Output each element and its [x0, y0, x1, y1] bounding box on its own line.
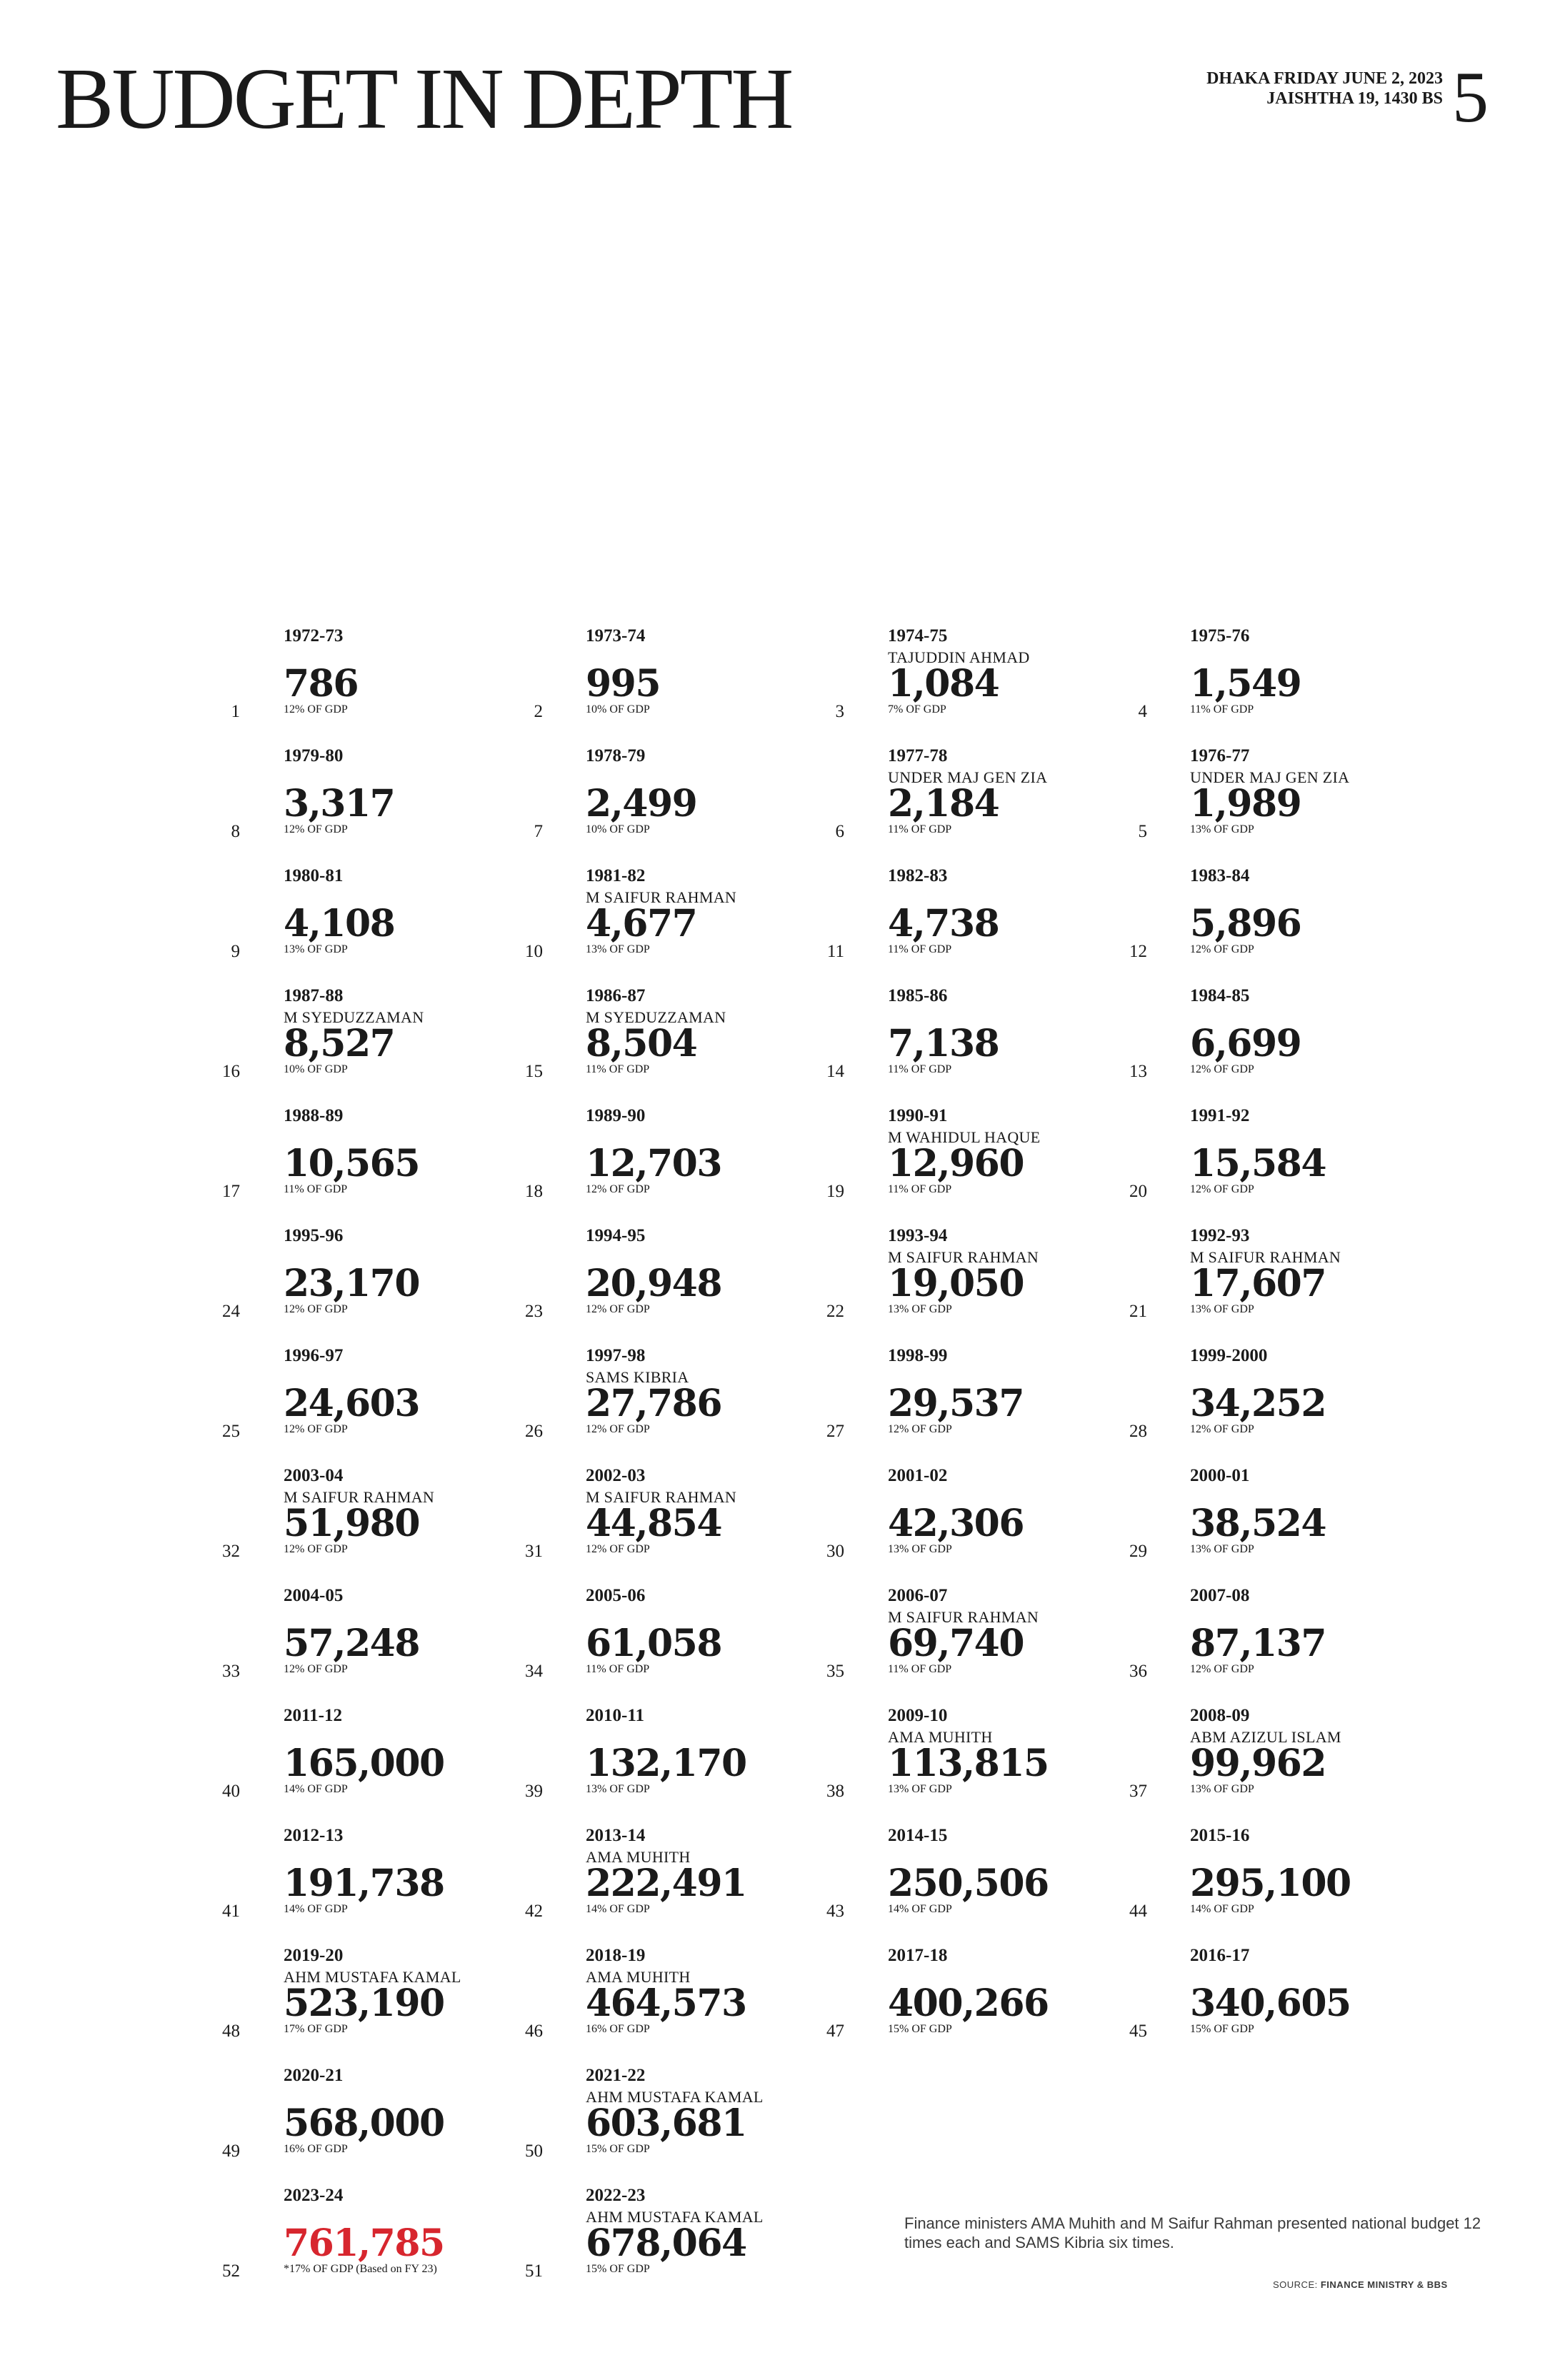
fiscal-year: 1987-88 [284, 986, 344, 1005]
budget-entry [586, 1945, 821, 2065]
gdp-share: 13% OF GDP [1190, 1543, 1254, 1555]
budget-rank: 6 [835, 822, 844, 841]
budget-entry [284, 1705, 519, 1825]
gdp-share: 13% OF GDP [284, 943, 348, 955]
budget-entry [1190, 1225, 1426, 1345]
budget-amount: 17,607 [1190, 1262, 1326, 1305]
gdp-share: 17% OF GDP [284, 2023, 348, 2035]
budget-entry [1190, 1825, 1426, 1945]
budget-amount: 4,677 [586, 902, 697, 945]
budget-amount: 464,573 [586, 1982, 746, 2025]
budget-entry [284, 626, 519, 745]
gdp-share: 13% OF GDP [888, 1543, 952, 1555]
budget-rank: 44 [1129, 1902, 1147, 1921]
gdp-share: 13% OF GDP [1190, 1303, 1254, 1315]
gdp-share: 16% OF GDP [586, 2023, 650, 2035]
gdp-share: 13% OF GDP [888, 1783, 952, 1795]
fiscal-year: 2013-14 [586, 1826, 646, 1845]
budget-rank: 46 [525, 2022, 543, 2041]
budget-rank: 43 [826, 1902, 844, 1921]
finance-minister: M WAHIDUL HAQUE [888, 1128, 1041, 1146]
budget-rank: 45 [1129, 2022, 1147, 2041]
budget-rank: 49 [222, 2142, 240, 2161]
fiscal-year: 1974-75 [888, 626, 948, 646]
finance-minister: AHM MUSTAFA KAMAL [586, 2208, 764, 2226]
date-line-2: JAISHTHA 19, 1430 BS [1266, 89, 1443, 108]
budget-entry [586, 1705, 821, 1825]
gdp-share: 12% OF GDP [586, 1543, 650, 1555]
budget-entry [1190, 745, 1426, 865]
finance-minister: ABM AZIZUL ISLAM [1190, 1728, 1341, 1746]
budget-amount: 51,980 [284, 1502, 420, 1545]
gdp-share: 11% OF GDP [284, 1183, 348, 1195]
budget-rank: 34 [525, 1662, 543, 1681]
finance-minister: M SAIFUR RAHMAN [1190, 1248, 1341, 1266]
budget-entry [586, 1345, 821, 1465]
fiscal-year: 2009-10 [888, 1706, 948, 1725]
fiscal-year: 2010-11 [586, 1706, 644, 1725]
gdp-share: 12% OF GDP [1190, 943, 1254, 955]
budget-rank: 27 [826, 1422, 844, 1441]
budget-entry [888, 865, 1124, 985]
budget-amount: 523,190 [284, 1982, 444, 2025]
budget-entry [284, 1465, 519, 1585]
gdp-share: 12% OF GDP [1190, 1063, 1254, 1075]
budget-amount: 20,948 [586, 1262, 722, 1305]
gdp-share: 12% OF GDP [284, 1543, 348, 1555]
fiscal-year: 2008-09 [1190, 1706, 1250, 1725]
budget-amount: 12,960 [888, 1142, 1024, 1185]
fiscal-year: 1990-91 [888, 1106, 948, 1125]
budget-amount: 761,785 [284, 2221, 444, 2265]
budget-entry [284, 2065, 519, 2185]
budget-rank: 37 [1129, 1782, 1147, 1801]
budget-entry [284, 985, 519, 1105]
budget-rank: 35 [826, 1662, 844, 1681]
gdp-share: 11% OF GDP [586, 1663, 650, 1675]
budget-entry [1190, 1465, 1426, 1585]
budget-entry [586, 626, 821, 745]
budget-entry [586, 985, 821, 1105]
budget-rank: 12 [1129, 942, 1147, 961]
finance-minister: AHM MUSTAFA KAMAL [586, 2088, 764, 2106]
finance-minister: AHM MUSTAFA KAMAL [284, 1968, 461, 1986]
budget-amount: 61,058 [586, 1622, 722, 1665]
budget-amount: 250,506 [888, 1862, 1049, 1905]
budget-entry [586, 1465, 821, 1585]
gdp-share: 13% OF GDP [1190, 1783, 1254, 1795]
budget-entry [284, 745, 519, 865]
budget-amount: 8,504 [586, 1022, 697, 1065]
budget-entry [888, 1225, 1124, 1345]
fiscal-year: 2011-12 [284, 1706, 342, 1725]
fiscal-year: 1997-98 [586, 1346, 646, 1365]
budget-entry [888, 985, 1124, 1105]
budget-amount: 191,738 [284, 1862, 444, 1905]
fiscal-year: 1996-97 [284, 1346, 344, 1365]
budget-rank: 8 [231, 822, 240, 841]
fiscal-year: 2018-19 [586, 1946, 646, 1965]
fiscal-year: 2006-07 [888, 1586, 948, 1605]
gdp-share: 16% OF GDP [284, 2143, 348, 2155]
budget-entry [586, 2065, 821, 2185]
budget-amount: 38,524 [1190, 1502, 1326, 1545]
fiscal-year: 1993-94 [888, 1226, 948, 1245]
budget-amount: 44,854 [586, 1502, 722, 1545]
budget-rank: 36 [1129, 1662, 1147, 1681]
fiscal-year: 1988-89 [284, 1106, 344, 1125]
budget-amount: 786 [284, 662, 359, 706]
fiscal-year: 1985-86 [888, 986, 948, 1005]
finance-minister: TAJUDDIN AHMAD [888, 648, 1030, 666]
budget-entry [284, 2185, 519, 2305]
budget-amount: 42,306 [888, 1502, 1024, 1545]
budget-amount: 29,537 [888, 1382, 1024, 1425]
budget-amount: 69,740 [888, 1622, 1024, 1665]
gdp-share: 12% OF GDP [1190, 1423, 1254, 1435]
gdp-share: 12% OF GDP [284, 1303, 348, 1315]
finance-minister: M SYEDUZZAMAN [284, 1008, 424, 1026]
finance-minister: M SAIFUR RAHMAN [888, 1248, 1039, 1266]
gdp-share: 15% OF GDP [586, 2143, 650, 2155]
budget-amount: 113,815 [888, 1742, 1049, 1785]
budget-amount: 678,064 [586, 2221, 746, 2265]
fiscal-year: 1992-93 [1190, 1226, 1250, 1245]
fiscal-year: 2016-17 [1190, 1946, 1250, 1965]
finance-minister: AMA MUHITH [586, 1968, 691, 1986]
fiscal-year: 1979-80 [284, 746, 344, 765]
gdp-share: 15% OF GDP [586, 2263, 650, 2275]
budget-amount: 995 [586, 662, 661, 706]
budget-amount: 222,491 [586, 1862, 746, 1905]
budget-rank: 28 [1129, 1422, 1147, 1441]
budget-entry [888, 1945, 1124, 2065]
budget-rank: 51 [525, 2261, 543, 2281]
budget-amount: 10,565 [284, 1142, 420, 1185]
budget-rank: 16 [222, 1062, 240, 1081]
budget-rank: 13 [1129, 1062, 1147, 1081]
gdp-share: 13% OF GDP [1190, 823, 1254, 835]
gdp-share: 11% OF GDP [888, 1663, 952, 1675]
gdp-share: 14% OF GDP [1190, 1903, 1254, 1915]
gdp-share: 12% OF GDP [284, 823, 348, 835]
budget-entry [1190, 985, 1426, 1105]
budget-rank: 31 [525, 1542, 543, 1561]
budget-entry [284, 1945, 519, 2065]
budget-entry [1190, 1945, 1426, 2065]
budget-amount: 2,499 [586, 782, 697, 825]
gdp-share: 13% OF GDP [586, 943, 650, 955]
gdp-share: 12% OF GDP [586, 1183, 650, 1195]
fiscal-year: 2023-24 [284, 2186, 344, 2205]
fiscal-year: 1998-99 [888, 1346, 948, 1365]
budget-rank: 10 [525, 942, 543, 961]
budget-amount: 295,100 [1190, 1862, 1351, 1905]
gdp-share: 15% OF GDP [888, 2023, 952, 2035]
fiscal-year: 2017-18 [888, 1946, 948, 1965]
budget-rank: 11 [826, 942, 844, 961]
finance-minister: UNDER MAJ GEN ZIA [888, 768, 1048, 786]
finance-minister: M SAIFUR RAHMAN [284, 1488, 435, 1506]
gdp-share: 12% OF GDP [284, 1423, 348, 1435]
budget-rank: 22 [826, 1302, 844, 1321]
budget-entry [586, 1225, 821, 1345]
budget-rank: 14 [826, 1062, 844, 1081]
budget-entry [888, 1465, 1124, 1585]
budget-amount: 19,050 [888, 1262, 1024, 1305]
budget-rank: 20 [1129, 1182, 1147, 1201]
gdp-share: 11% OF GDP [888, 823, 952, 835]
gdp-share: 15% OF GDP [1190, 2023, 1254, 2035]
budget-amount: 568,000 [284, 2102, 444, 2145]
budget-amount: 23,170 [284, 1262, 420, 1305]
fiscal-year: 2020-21 [284, 2066, 344, 2085]
budget-entry [888, 1345, 1124, 1465]
budget-entry [284, 1585, 519, 1705]
budget-rank: 17 [222, 1182, 240, 1201]
gdp-share: 13% OF GDP [586, 1783, 650, 1795]
budget-rank: 15 [525, 1062, 543, 1081]
fiscal-year: 1977-78 [888, 746, 948, 765]
budget-entry [888, 1105, 1124, 1225]
budget-amount: 5,896 [1190, 902, 1301, 945]
budget-rank: 7 [534, 822, 543, 841]
page-title: BUDGET IN DEPTH [56, 51, 792, 147]
fiscal-year: 2001-02 [888, 1466, 948, 1485]
gdp-share: 14% OF GDP [284, 1783, 348, 1795]
fiscal-year: 2021-22 [586, 2066, 646, 2085]
budget-amount: 57,248 [284, 1622, 420, 1665]
budget-amount: 2,184 [888, 782, 999, 825]
budget-rank: 42 [525, 1902, 543, 1921]
budget-amount: 1,084 [888, 662, 999, 706]
gdp-share: 13% OF GDP [888, 1303, 952, 1315]
fiscal-year: 1995-96 [284, 1226, 344, 1245]
budget-rank: 26 [525, 1422, 543, 1441]
fiscal-year: 1982-83 [888, 866, 948, 885]
finance-minister: M SAIFUR RAHMAN [888, 1608, 1039, 1626]
budget-rank: 52 [222, 2261, 240, 2281]
gdp-share: 10% OF GDP [586, 823, 650, 835]
budget-rank: 2 [534, 702, 543, 721]
budget-amount: 165,000 [284, 1742, 444, 1785]
budget-amount: 27,786 [586, 1382, 722, 1425]
gdp-share: 14% OF GDP [586, 1903, 650, 1915]
budget-rank: 18 [525, 1182, 543, 1201]
finance-minister: M SAIFUR RAHMAN [586, 1488, 737, 1506]
budget-rank: 5 [1138, 822, 1147, 841]
fiscal-year: 1976-77 [1190, 746, 1250, 765]
gdp-share: 14% OF GDP [888, 1903, 952, 1915]
gdp-share: 11% OF GDP [586, 1063, 650, 1075]
fiscal-year: 1989-90 [586, 1106, 646, 1125]
gdp-share: 11% OF GDP [888, 1183, 952, 1195]
footnote: Finance ministers AMA Muhith and M Saifur Rahman presented national budget 12 times each and SAMS Kibria six times. [904, 2214, 1481, 2251]
budget-rank: 1 [231, 702, 240, 721]
budget-rank: 29 [1129, 1542, 1147, 1561]
budget-rank: 24 [222, 1302, 240, 1321]
budget-amount: 4,738 [888, 902, 999, 945]
fiscal-year: 1973-74 [586, 626, 646, 646]
budget-rank: 40 [222, 1782, 240, 1801]
budget-amount: 99,962 [1190, 1742, 1326, 1785]
budget-rank: 50 [525, 2142, 543, 2161]
fiscal-year: 2007-08 [1190, 1586, 1250, 1605]
source-value: FINANCE MINISTRY & BBS [1320, 2279, 1448, 2290]
budget-rank: 9 [231, 942, 240, 961]
finance-minister: AMA MUHITH [888, 1728, 993, 1746]
budget-entry [1190, 1585, 1426, 1705]
budget-amount: 34,252 [1190, 1382, 1326, 1425]
fiscal-year: 1972-73 [284, 626, 344, 646]
fiscal-year: 2005-06 [586, 1586, 646, 1605]
budget-entry [586, 2185, 821, 2305]
budget-entry [888, 1585, 1124, 1705]
gdp-share: 7% OF GDP [888, 703, 946, 715]
budget-rank: 21 [1129, 1302, 1147, 1321]
fiscal-year: 2004-05 [284, 1586, 344, 1605]
finance-minister: M SAIFUR RAHMAN [586, 888, 737, 906]
budget-entry [586, 1105, 821, 1225]
budget-amount: 12,703 [586, 1142, 722, 1185]
budget-amount: 15,584 [1190, 1142, 1326, 1185]
budget-entry [1190, 1345, 1426, 1465]
fiscal-year: 2019-20 [284, 1946, 344, 1965]
budget-rank: 48 [222, 2022, 240, 2041]
budget-entry [284, 865, 519, 985]
budget-amount: 400,266 [888, 1982, 1049, 2025]
fiscal-year: 1984-85 [1190, 986, 1250, 1005]
budget-entry [284, 1345, 519, 1465]
budget-entry [1190, 865, 1426, 985]
finance-minister: UNDER MAJ GEN ZIA [1190, 768, 1350, 786]
budget-rank: 30 [826, 1542, 844, 1561]
budget-rank: 23 [525, 1302, 543, 1321]
budget-amount: 4,108 [284, 902, 395, 945]
source-credit [1273, 2279, 1448, 2290]
fiscal-year: 2003-04 [284, 1466, 344, 1485]
budget-rank: 38 [826, 1782, 844, 1801]
budget-amount: 87,137 [1190, 1622, 1326, 1665]
finance-minister: AMA MUHITH [586, 1848, 691, 1866]
date-line-1: DHAKA FRIDAY JUNE 2, 2023 [1206, 69, 1443, 88]
budget-entry [1190, 626, 1426, 745]
budget-entry [888, 1825, 1124, 1945]
budget-amount: 603,681 [586, 2102, 746, 2145]
budget-entry [1190, 1105, 1426, 1225]
budget-entry [586, 745, 821, 865]
budget-entry [284, 1825, 519, 1945]
budget-amount: 6,699 [1190, 1022, 1301, 1065]
budget-entry [586, 1585, 821, 1705]
fiscal-year: 2014-15 [888, 1826, 948, 1845]
fiscal-year: 1978-79 [586, 746, 646, 765]
budget-entry [888, 1705, 1124, 1825]
gdp-share: 12% OF GDP [284, 703, 348, 715]
budget-rank: 32 [222, 1542, 240, 1561]
fiscal-year: 1983-84 [1190, 866, 1250, 885]
gdp-share: 12% OF GDP [1190, 1183, 1254, 1195]
fiscal-year: 2015-16 [1190, 1826, 1250, 1845]
budget-rank: 3 [835, 702, 844, 721]
gdp-share: *17% OF GDP (Based on FY 23) [284, 2263, 437, 2275]
budget-entry [1190, 1705, 1426, 1825]
budget-entry [586, 865, 821, 985]
budget-amount: 3,317 [284, 782, 395, 825]
fiscal-year: 2022-23 [586, 2186, 646, 2205]
budget-rank: 33 [222, 1662, 240, 1681]
fiscal-year: 1999-2000 [1190, 1346, 1268, 1365]
gdp-share: 12% OF GDP [586, 1303, 650, 1315]
page-number: 5 [1452, 57, 1489, 138]
budget-amount: 340,605 [1190, 1982, 1351, 2025]
budget-rank: 25 [222, 1422, 240, 1441]
budget-entry [888, 626, 1124, 745]
fiscal-year: 1991-92 [1190, 1106, 1250, 1125]
finance-minister: SAMS KIBRIA [586, 1368, 689, 1386]
budget-rank: 39 [525, 1782, 543, 1801]
gdp-share: 10% OF GDP [284, 1063, 348, 1075]
gdp-share: 11% OF GDP [888, 1063, 952, 1075]
budget-amount: 1,549 [1190, 662, 1301, 706]
budget-rank: 47 [826, 2022, 844, 2041]
gdp-share: 12% OF GDP [1190, 1663, 1254, 1675]
budget-amount: 8,527 [284, 1022, 395, 1065]
gdp-share: 12% OF GDP [888, 1423, 952, 1435]
budget-entry [284, 1105, 519, 1225]
fiscal-year: 1986-87 [586, 986, 646, 1005]
fiscal-year: 2002-03 [586, 1466, 646, 1485]
fiscal-year: 1981-82 [586, 866, 646, 885]
gdp-share: 12% OF GDP [586, 1423, 650, 1435]
gdp-share: 14% OF GDP [284, 1903, 348, 1915]
budget-amount: 7,138 [888, 1022, 999, 1065]
dateline [1206, 69, 1443, 109]
budget-amount: 1,989 [1190, 782, 1301, 825]
finance-minister: M SYEDUZZAMAN [586, 1008, 726, 1026]
budget-entry [284, 1225, 519, 1345]
source-label: SOURCE: [1273, 2279, 1318, 2290]
fiscal-year: 1980-81 [284, 866, 344, 885]
gdp-share: 10% OF GDP [586, 703, 650, 715]
budget-amount: 132,170 [586, 1742, 746, 1785]
budget-rank: 4 [1138, 702, 1147, 721]
gdp-share: 11% OF GDP [1190, 703, 1254, 715]
gdp-share: 11% OF GDP [888, 943, 952, 955]
budget-rank: 19 [826, 1182, 844, 1201]
budget-rank: 41 [222, 1902, 240, 1921]
fiscal-year: 2000-01 [1190, 1466, 1250, 1485]
gdp-share: 12% OF GDP [284, 1663, 348, 1675]
budget-entry [586, 1825, 821, 1945]
fiscal-year: 2012-13 [284, 1826, 344, 1845]
fiscal-year: 1994-95 [586, 1226, 646, 1245]
fiscal-year: 1975-76 [1190, 626, 1250, 646]
budget-amount: 24,603 [284, 1382, 420, 1425]
budget-entry [888, 745, 1124, 865]
